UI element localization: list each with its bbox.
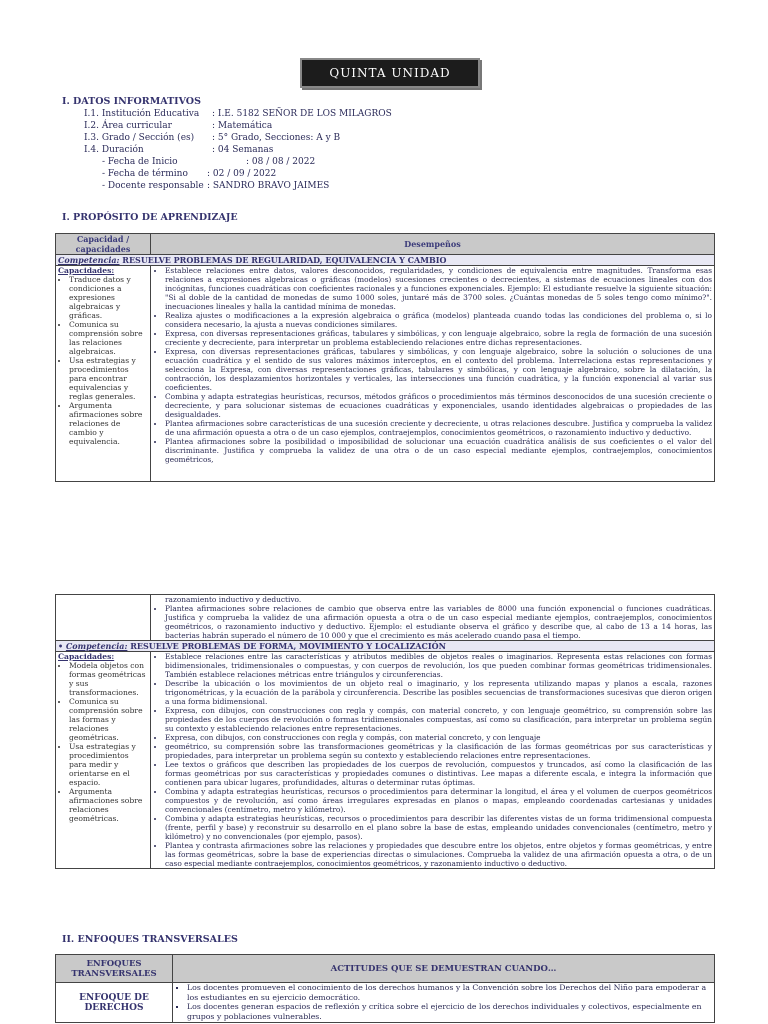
col-header-enfoques: ENFOQUES TRANSVERSALES (56, 955, 173, 983)
capacidad-item: • Modela objetos con formas geométricas y sus transformaciones. (69, 661, 148, 697)
desempeno-item: • geométrico, su comprensión sobre las transformaciones geométricas y la clasificación de las formas geométricas por sus características y propiedades, para interpretar un problema según su contexto y estableciendo relaciones entre representaciones. (165, 742, 712, 760)
col-header-capacidad: Capacidad / capacidades (56, 234, 151, 255)
desempeno-item: • Expresa, con diversas representaciones gráficas, tabulares y simbólicas, y con lenguaje algebraico, sobre la regla de formación de una sucesión creciente y decreciente, para interpretar un problema estableciendo relaciones entre dichas representaciones. (165, 329, 712, 347)
info-heading: I. DATOS INFORMATIVOS (62, 96, 201, 107)
learning-purpose-table-2 (55, 594, 715, 869)
info-label: I.1. Institución Educativa (84, 109, 200, 119)
desempeno-item: • Expresa, con diversas representaciones gráficas, tabulares y simbólicas, y con lenguaje algebraico, sobre la solución o soluciones de una ecuación cuadrática y el sentido de sus valores máximos interceptos, en el contexto del problema. Interrelaciona estas representaciones y selecciona la Expresa, con diversas representaciones gráficas, tabulares y simbólicas, y con lenguaje algebraico, sobre la dilatación, la contracción, los desplazamientos horizontales y verticales, las intersecciones una función cuadrática, y la función exponencial al variar sus coeficientes. (165, 347, 712, 392)
desempeno-item: • Combina y adapta estrategias heurísticas, recursos, métodos gráficos o procedimientos más términos desconocidos de una sucesión creciente o decreciente, y para solucionar sistemas de ecuaciones cuadráticas y exponenciales, usando identidades algebraicas o propiedades de las desigualdades. (165, 392, 712, 419)
info-label: I.4. Duración (84, 145, 144, 155)
date-value: : 08 / 08 / 2022 (246, 157, 316, 167)
info-value: : Matemática (212, 121, 273, 131)
competencia-row (56, 255, 715, 266)
info-value: : 04 Semanas (212, 145, 274, 155)
desempeno-item: • Establece relaciones entre datos, valores desconocidos, regularidades, y condiciones de equivalencia entre magnitudes. Transforma esas relaciones a expresiones algebraicas o gráficas (modelos) sucesiones crecientes o decrecientes, a sistemas de ecuaciones lineales con dos incógnitas, funciones cuadráticas con coeficientes racionales y a funciones exponenciales. Ejemplo: El estudiante resuelve la siguiente situación: "Si al doble de la cantidad de monedas de sumo 1000 soles, juntaré más de 3700 soles. ¿Cuántas monedas de 5 soles tengo como mínimo?". inecuaciones lineales y halla la cantidad mínima de monedas. (165, 266, 712, 311)
desempeno-item: • Plantea y contrasta afirmaciones sobre las relaciones y propiedades que descubre entre los objetos, entre objetos y formas geométricas, y entre las formas geométricas, sobre la base de experiencias directas o simulaciones. Comprueba la validez de una afirmación opuesta a otra, o de un caso especial mediante contraejemplos, conocimientos geométricos, y razonamiento inductivo o deductivo. (165, 841, 712, 868)
competencia-name: RESUELVE PROBLEMAS DE REGULARIDAD, EQUIVALENCIA Y CAMBIO (122, 255, 447, 265)
desempeno-item: • Plantea afirmaciones sobre la posibilidad o imposibilidad de solucionar una ecuación cuadrática análisis de sus coeficientes o el valor del discriminante. Justifica y comprueba la validez de una otra o de un caso especial mediante ejemplos, contraejemplos, conocimientos geométricos, (165, 437, 712, 464)
capacidad-item: • Traduce datos y condiciones a expresiones algebraicas y gráficas. (69, 275, 148, 320)
desempeno-item: • Combina y adapta estrategias heurísticas, recursos o procedimientos para determinar la longitud, el área y el volumen de cuerpos geométricos compuestos y de revolución, así como áreas irregulares expresadas en planos o mapas, empleando coordenadas cartesianas y unidades convencionales (centímetro, metro y kilómetro). (165, 787, 712, 814)
competencia-label: Competencia: (65, 641, 128, 651)
actitud-item: ▪ Los docentes promueven el conocimiento de los derechos humanos y la Convención sobre los Derechos del Niño para empoderar a los estudiantes en su ejercicio democrático. (187, 983, 712, 1002)
desempeno-item: • Establece relaciones entre las características y atributos medibles de objetos reales o imaginarios. Representa estas relaciones con formas bidimensionales, tridimensionales o compuestas, y con cuerpos de revolución, los que pueden combinar formas geométricas tridimensionales. También establece relaciones métricas entre triángulos y circunferencias. (165, 652, 712, 679)
capacidades-title: Capacidades: (58, 652, 115, 661)
desempeno-item: • Lee textos o gráficos que describen las propiedades de los cuerpos de revolución, compuestos y truncados, así como la clasificación de las formas geométricas por sus características y propiedades comunes o distintivas. Lee mapas a diferente escala, e integra la información que contienen para ubicar lugares, profundidades, alturas o determinar rutas óptimas. (165, 760, 712, 787)
capacidad-item: • Argumenta afirmaciones sobre relaciones geométricas. (69, 787, 148, 823)
desempeno-item: • Expresa, con dibujos, con construcciones con regla y compás, con material concreto, y con lenguaje (165, 733, 712, 742)
unit-title: QUINTA UNIDAD (300, 58, 480, 88)
capacidad-item: • Argumenta afirmaciones sobre relaciones de cambio y equivalencia. (69, 401, 148, 446)
capacidad-item: • Usa estrategias y procedimientos para medir y orientarse en el espacio. (69, 742, 148, 787)
capacidad-item: • Comunica su comprensión sobre las formas y relaciones geométricas. (69, 697, 148, 742)
col-header-desempenos: Desempeños (151, 234, 715, 255)
info-label: I.3. Grado / Sección (es) (84, 133, 195, 143)
bullet-icon: • (58, 641, 66, 651)
competencia-name: RESUELVE PROBLEMAS DE FORMA, MOVIMIENTO Y LOCALIZACIÓN (130, 641, 446, 651)
enfoque-name: ENFOQUE DE DERECHOS (56, 983, 173, 1023)
enfoques-heading: II. ENFOQUES TRANSVERSALES (62, 934, 238, 945)
competencia-label: Competencia: (58, 255, 120, 265)
empty-cell (56, 595, 151, 641)
competencia-row (56, 641, 715, 652)
desempeno-item: • Plantea afirmaciones sobre características de una sucesión creciente y decreciente, u otras relaciones descubre. Justifica y comprueba la validez de una afirmación opuesta a otra o de un caso ejemplos, contraejemplos, conocimientos geométricos, o razonamiento inductivo y deductivo. (165, 419, 712, 437)
capacidades-cell (56, 652, 151, 869)
desempeno-item: • Realiza ajustes o modificaciones a la expresión algebraica o gráfica (modelos) planteada cuando todas las condiciones del problema o, si lo considera necesario, la ajusta a nuevas condiciones similares. (165, 311, 712, 329)
col-header-actitudes: ACTITUDES QUE SE DEMUESTRAN CUANDO… (173, 955, 715, 983)
carry-over-text: razonamiento inductivo y deductivo. (165, 595, 302, 604)
desempeno-item: • Describe la ubicación o los movimientos de un objeto real o imaginario, y los representa utilizando mapas y planos a escala, razones trigonométricas, y la ecuación de la parábola y circunferencia. Describe las posibles secuencias de transformaciones sucesivas que dieron origen a una forma bidimensional. (165, 679, 712, 706)
date-label: - Fecha de término (102, 169, 188, 179)
teacher-label: - Docente responsable (102, 181, 204, 191)
desempeno-item: • Plantea afirmaciones sobre relaciones de cambio que observa entre las variables de 8000 una función exponencial o funciones cuadráticas. Justifica y comprueba la validez de una afirmación opuesta a otra o de un caso especial mediante ejemplos, contraejemplos, conocimientos geométricos, o razonamiento inductivo y deductivo. Ejemplo: el estudiante observa el gráfico y describe que, al cabo de 13 a 14 horas, las bacterias habrán superado el número de 10 000 y que el crecimiento es más acelerado cuando pasa el tiempo. (165, 604, 712, 640)
date-label: - Fecha de Inicio (102, 157, 178, 167)
info-label: I.2. Área curricular (84, 121, 172, 131)
enfoques-table (55, 954, 715, 1023)
capacidades-title: Capacidades: (58, 266, 115, 275)
desempenos-cell (151, 652, 715, 869)
desempeno-item: • Combina y adapta estrategias heurísticas, recursos o procedimientos para describir las diferentes vistas de un forma tridimensional compuesta (frente, perfil y base) y reconstruir su desarrollo en el plano sobre la base de estas, empleando unidades convencionales (centímetro, metro y kilómetro) y no convencionales (por ejemplo, pasos). (165, 814, 712, 841)
capacidad-item: • Comunica su comprensión sobre las relaciones algebraicas. (69, 320, 148, 356)
info-value: : 5° Grado, Secciones: A y B (212, 133, 341, 143)
actitud-item: ▪ Los docentes generan espacios de reflexión y crítica sobre el ejercicio de los derechos individuales y colectivos, especialmente en grupos y poblaciones vulnerables. (187, 1002, 712, 1021)
learning-purpose-table-1 (55, 233, 715, 482)
capacidad-item: • Usa estrategias y procedimientos para encontrar equivalencias y reglas generales. (69, 356, 148, 401)
info-value: : I.E. 5182 SEÑOR DE LOS MILAGROS (212, 109, 392, 119)
carry-over-cell (151, 595, 715, 641)
purpose-heading: I. PROPÓSITO DE APRENDIZAJE (62, 212, 238, 223)
desempeno-item: • Expresa, con dibujos, con construcciones con regla y compás, con material concreto, y con lenguaje geométrico, su comprensión sobre las propiedades de los cuerpos de revolución o formas tridimensionales compuestas, así como su clasificación, para interpretar un problema según su contexto y estableciendo relaciones entre representaciones. (165, 706, 712, 733)
actitudes-cell (173, 983, 715, 1023)
capacidades-cell (56, 266, 151, 482)
desempenos-cell (151, 266, 715, 482)
date-value: : 02 / 09 / 2022 (207, 169, 277, 179)
teacher-value: : SANDRO BRAVO JAIMES (207, 181, 330, 191)
